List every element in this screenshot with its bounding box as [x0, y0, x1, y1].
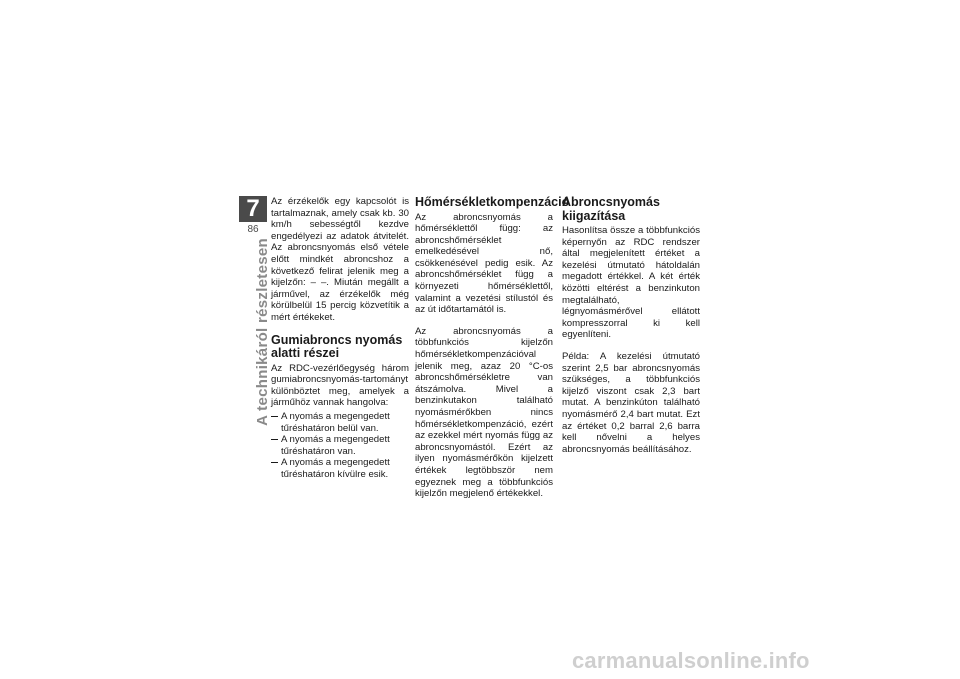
section-heading-temperature-compensation: Hőmérsékletkompenzáció	[415, 195, 570, 209]
temperature-paragraph-2: Az abroncsnyomás a többfunkciós kijelzőn hőmérsékletkompenzációval jelenik meg, azaz 20 °C-os abroncshőmérsékletre van átszámolva. Mivel a benzinkutakon található nyomásmérőkben nincs hőmérsékletkompenzáció, ezért az ezekkel mért nyomás függ az abroncsnyomástól. Ezért az ilyen nyomásmérőkön kijelzett értékek legtöbbször nem egyeznek meg a többfunkciós kijelzőn megjelenő értékekkel.	[415, 325, 553, 500]
pressure-range-list	[271, 411, 409, 481]
adjustment-paragraph-1: Hasonlítsa össze a többfunkciós képernyőn az RDC rendszer által megjelenített értéket a kezelési útmutató hátoldalán megadott értékkel. A két érték közötti eltérést a benzinkuton megtalálható, légnyomásmérővel ellátott kompresszorral ki kell egyenlíteni.	[562, 225, 700, 341]
adjustment-paragraph-2: Példa: A kezelési útmutató szerint 2,5 bar abroncsnyomás szükséges, a többfunkciós kijelző viszont csak 2,3 bart mutat. A benzinkúton található nyomásmérő 2,4 bart mutat. Ezt az értéket 0,2 barral 2,6 barra kell nővelni a helyes abroncsnyomás beállításához.	[562, 350, 700, 455]
section-heading-tire-parts: Gumiabroncs nyomás alatti részei	[271, 332, 403, 361]
intro-paragraph: Az érzékelők egy kapcsolót is tartalmaznak, amely csak kb. 30 km/h sebességtől kezdve engedélyezi az adatok átvitelét. Az abroncsnyomás első vétele előtt mindkét abroncshoz a következő felirat jelenik meg a kijelzőn: – –. Miután megállt a járművel, az érzékelők még körülbelül 15 percig közvetítik a mért értékeket.	[271, 196, 409, 323]
chapter-number-badge: 7	[239, 196, 267, 222]
chapter-sidebar	[239, 195, 271, 496]
column-2	[415, 195, 570, 510]
list-item: A nyomás a megengedett tűréshatáron van.	[271, 434, 409, 457]
page-number: 86	[247, 224, 259, 235]
tire-parts-paragraph: Az RDC-vezérlőegység három gumiabroncsnyomás-tartományt különböztet meg, amelyek a járműhöz vannak hangolva:	[271, 362, 409, 409]
column-1	[271, 196, 409, 480]
list-item: A nyomás a megengedett tűréshatáron kívülre esik.	[271, 457, 409, 480]
watermark-text: carmanualsonline.info	[572, 648, 810, 673]
list-item: A nyomás a megengedett tűréshatáron belül van.	[271, 411, 409, 434]
column-3	[562, 196, 700, 465]
temperature-paragraph-1: Az abroncsnyomás a hőmérséklettől függ: az abroncshőmérséklet emelkedésével nő, csökkenésével pedig esik. Az abroncshőmérséklet függ a környezeti hőmérséklettől, valamint a vezetési stílustól és az út időtartamától is.	[415, 211, 553, 316]
section-heading-pressure-adjustment: Abroncsnyomás kiigazítása	[562, 195, 660, 223]
chapter-title-vertical: A technikáról részletesen	[254, 238, 271, 426]
